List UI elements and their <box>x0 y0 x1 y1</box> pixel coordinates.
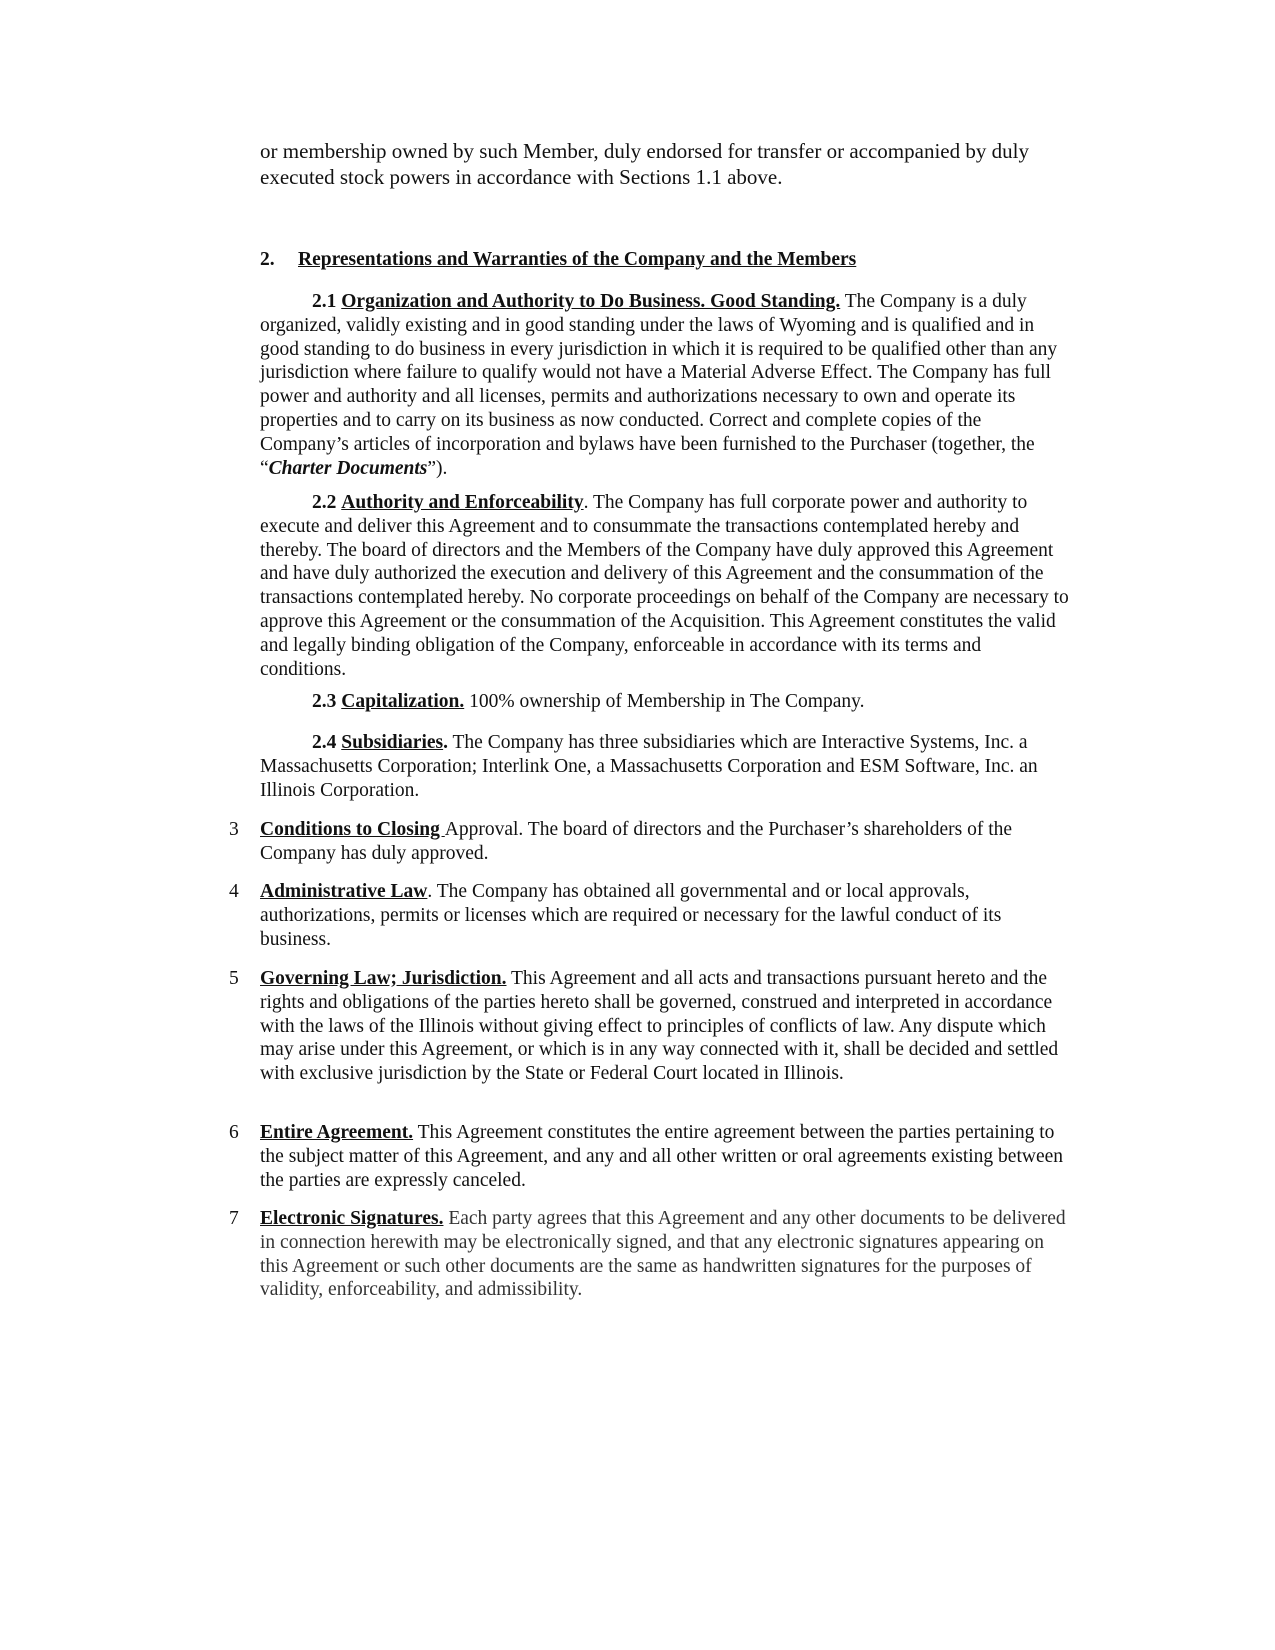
section-2-1-text-a: The Company is a duly organized, validly existing and in good standing under the laws of Wyoming and is qualified and in good standing to do business in every jurisdiction in which it is required to be qualified other than any jurisdiction where failure to qualify would not have a Material Adverse Effect. The Company has full power and authority and all licenses, permits and authorizations necessary to own and operate its properties and to carry on its business as now conducted. Correct and complete copies of the Company’s articles of incorporation and bylaws have been furnished to the Purchaser (together, the “ <box>260 291 1058 479</box>
section-2-2-text: . The Company has full corporate power and authority to execute and deliver this Agreement and to consummate the transactions contemplated hereby and thereby. The board of directors and the Members of the Company have duly approved this Agreement and have duly authorized the execution and delivery of this Agreement and the consummation of the transactions contemplated hereby. No corporate proceedings on behalf of the Company are necessary to approve this Agreement or the consummation of the Acquisition. This Agreement constitutes the valid and legally binding obligation of the Company, enforceable in accordance with its terms and conditions. <box>260 492 1069 680</box>
section-7-number: 7 <box>229 1208 239 1229</box>
section-2-number: 2. <box>260 249 275 270</box>
section-2-2-number: 2.2 <box>312 492 337 513</box>
section-5-text: This Agreement and all acts and transactions pursuant hereto and the rights and obligations of the parties hereto shall be governed, construed and interpreted in accordance with the laws of the Illinois without giving effect to principles of conflicts of law. Any dispute which may arise under this Agreement, or which is in any way connected with it, shall be decided and settled with exclusive jurisdiction by the State or Federal Court located in Illinois. <box>260 968 1059 1085</box>
section-5-heading: Governing Law; Jurisdiction. <box>260 968 507 989</box>
section-2-4-number: 2.4 <box>312 732 337 753</box>
section-2-2-heading: Authority and Enforceability <box>341 492 584 513</box>
section-4-paragraph <box>260 880 1070 951</box>
section-4-text: . The Company has obtained all governmental and or local approvals, authorizations, permits or licenses which are required or necessary for the lawful conduct of its business. <box>260 881 1002 950</box>
section-2-1-number: 2.1 <box>312 291 337 312</box>
section-2-1-heading: Organization and Authority to Do Business. Good Standing. <box>341 291 841 312</box>
section-2-1-paragraph <box>260 290 1070 480</box>
section-2-3-number: 2.3 <box>312 691 337 712</box>
section-6-number: 6 <box>229 1122 239 1143</box>
section-7-paragraph <box>260 1207 1070 1302</box>
section-2-2-paragraph <box>260 491 1070 681</box>
section-2-3-text: 100% ownership of Membership in The Company. <box>464 691 865 712</box>
section-3-heading: Conditions to Closing <box>260 819 445 840</box>
section-2-4-punct: . <box>443 732 448 753</box>
section-3-paragraph <box>260 818 1070 866</box>
section-2-4-paragraph <box>260 731 1070 802</box>
section-3-number: 3 <box>229 819 239 840</box>
section-6-heading: Entire Agreement. <box>260 1122 414 1143</box>
section-7-heading: Electronic Signatures. <box>260 1208 444 1229</box>
section-2-4-heading: Subsidiaries <box>341 732 444 753</box>
section-7-text: Each party agrees that this Agreement and any other documents to be delivered in connection herewith may be electronically signed, and that any electronic signatures appearing on this Agreement or such other documents are the same as handwritten signatures for the purposes of validity, enforceability, and admissibility. <box>260 1208 1066 1301</box>
section-4-heading: Administrative Law <box>260 881 428 902</box>
section-2-3-paragraph <box>260 690 1070 714</box>
section-2-4-text: The Company has three subsidiaries which are Interactive Systems, Inc. a Massachusetts Corporation; Interlink One, a Massachusetts Corporation and ESM Software, Inc. an Illinois Corporation. <box>260 732 1038 801</box>
section-6-paragraph <box>260 1121 1070 1192</box>
section-5-number: 5 <box>229 968 239 989</box>
section-2-3-heading: Capitalization. <box>341 691 465 712</box>
continuation-paragraph <box>260 138 1060 190</box>
continuation-text: or membership owned by such Member, duly endorsed for transfer or accompanied by duly executed stock powers in accordance with Sections 1.1 above. <box>260 139 1029 189</box>
section-2-title: Representations and Warranties of the Company and the Members <box>298 249 857 270</box>
section-2-1-text-b: ”). <box>427 457 448 479</box>
section-6-text: This Agreement constitutes the entire agreement between the parties pertaining to the subject matter of this Agreement, and any and all other written or oral agreements existing between the parties are expressly canceled. <box>260 1122 1064 1191</box>
section-3-text: Approval. The board of directors and the Purchaser’s shareholders of the Company has duly approved. <box>260 819 1013 864</box>
section-4-number: 4 <box>229 881 239 902</box>
section-2-heading <box>260 248 856 272</box>
section-5-paragraph <box>260 967 1070 1086</box>
charter-documents-term: Charter Documents <box>268 457 428 479</box>
